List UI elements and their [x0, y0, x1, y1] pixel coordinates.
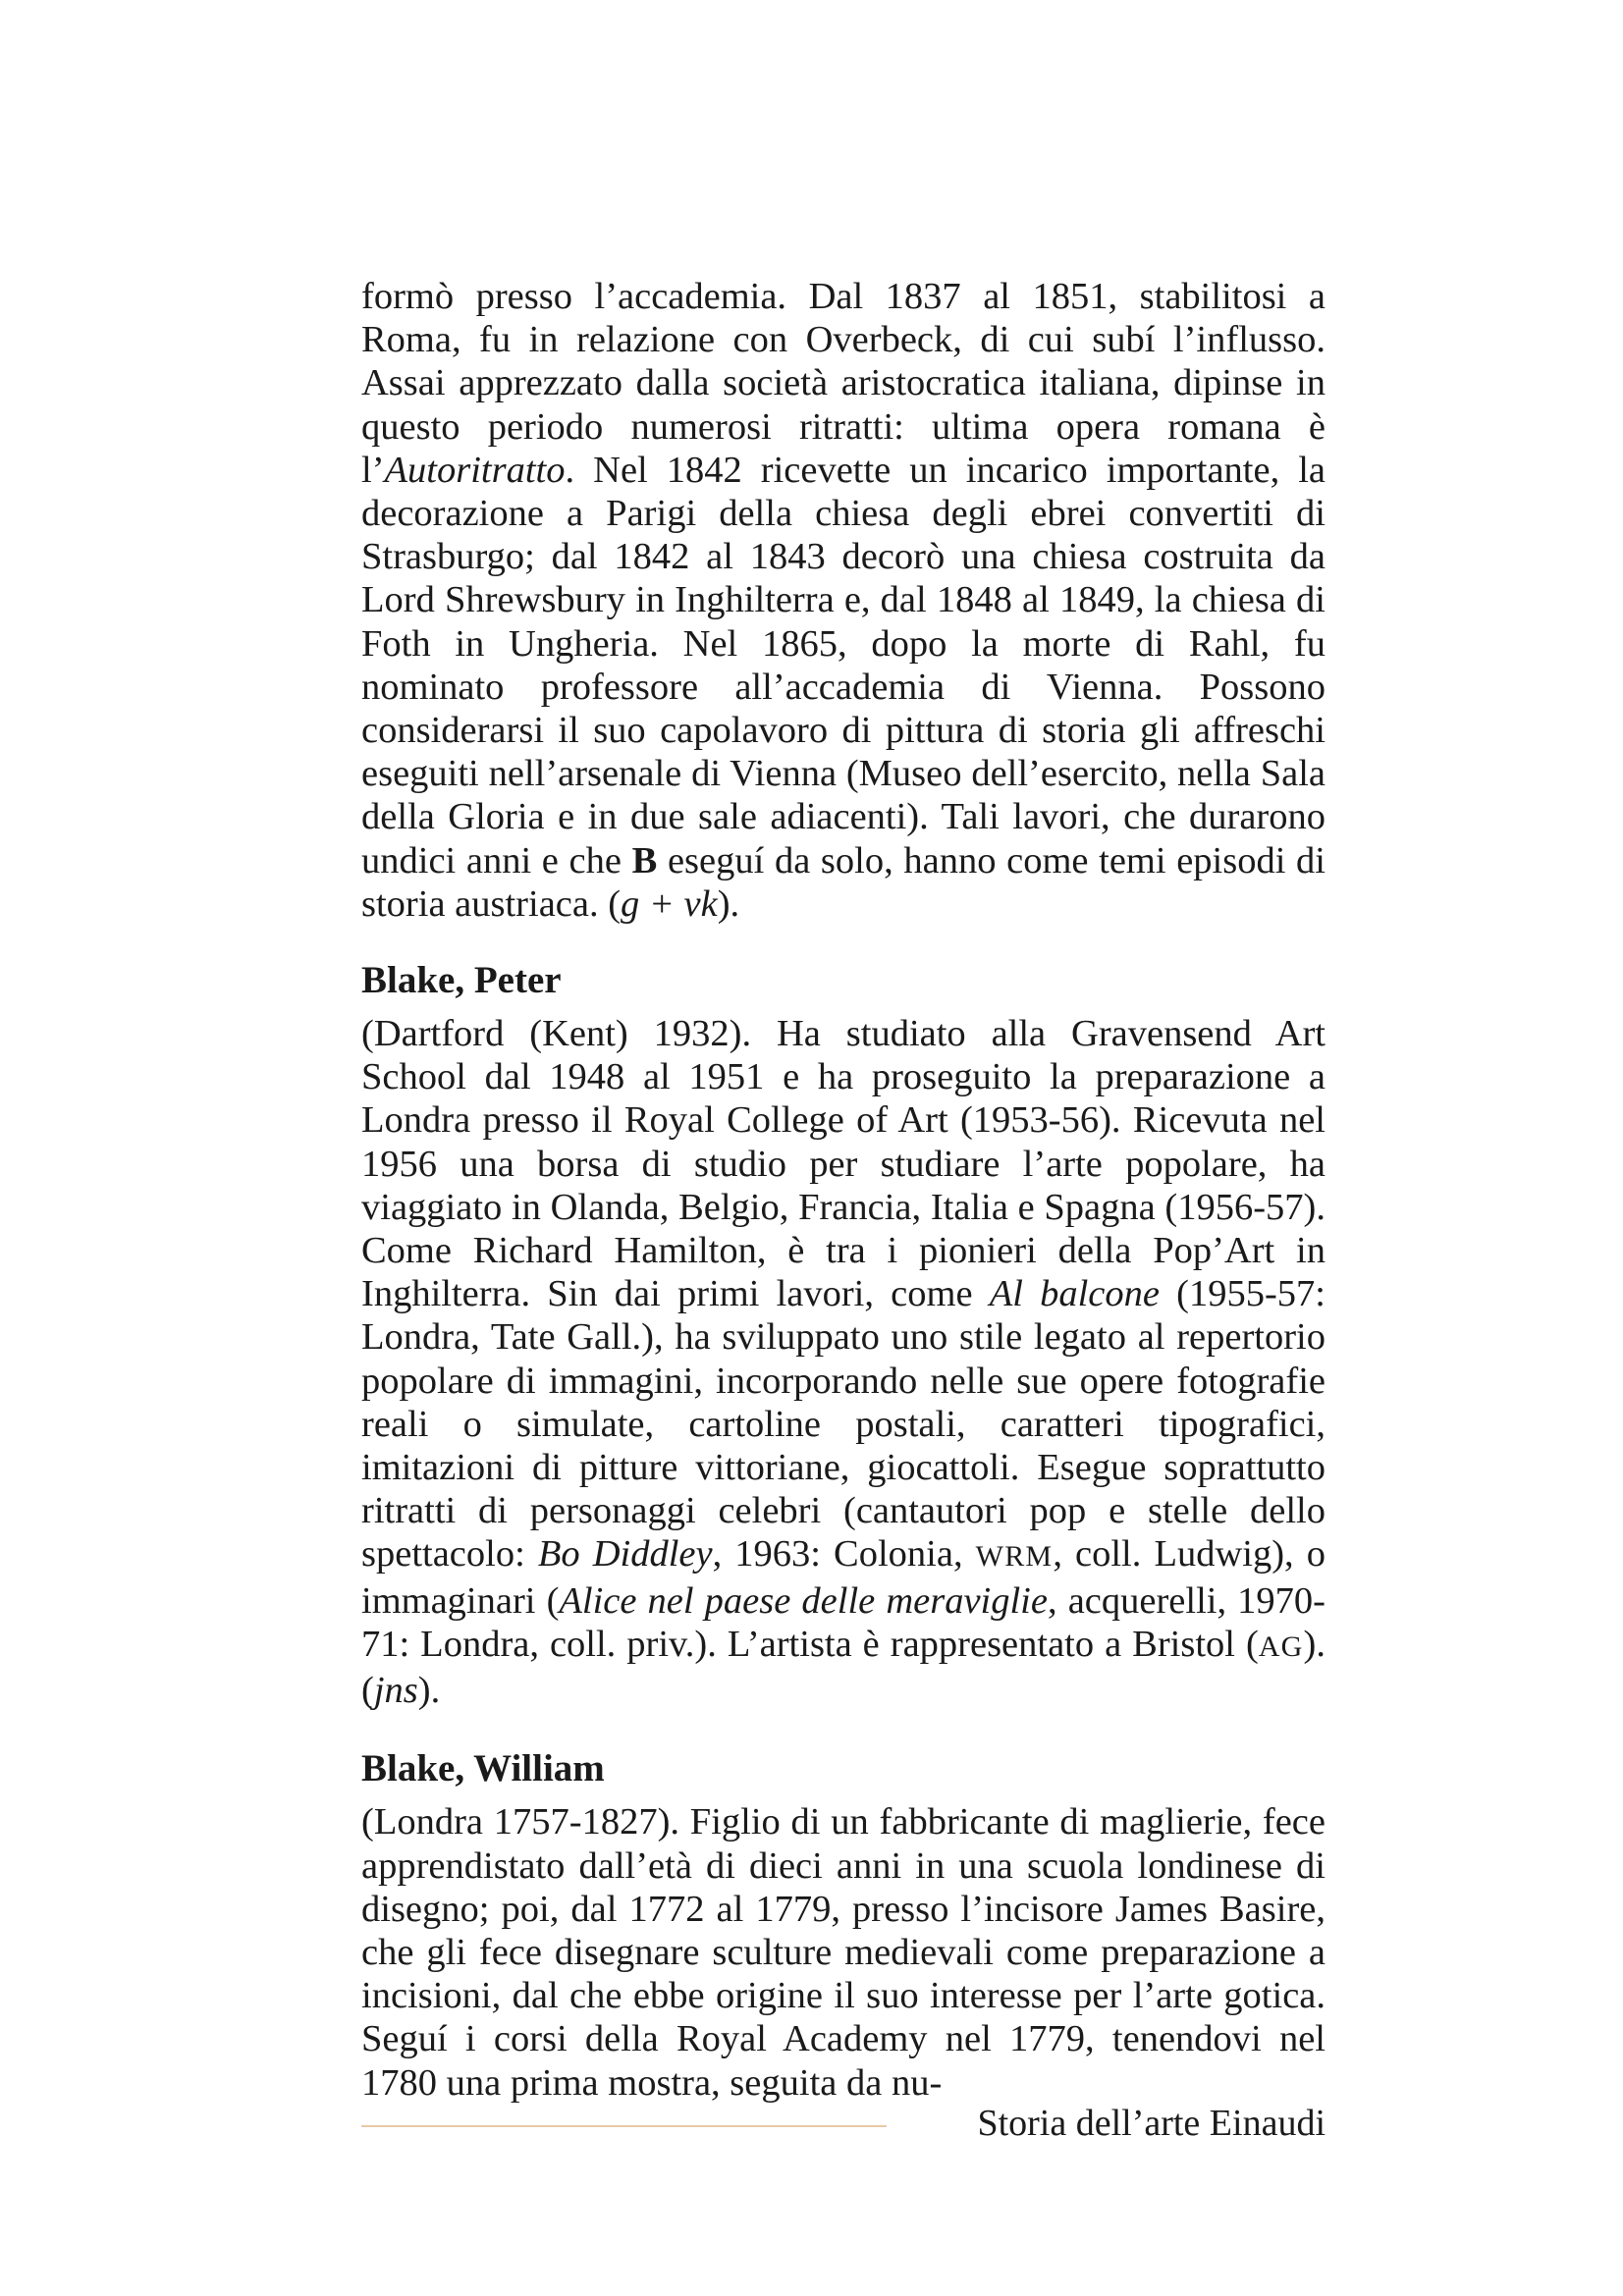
text-run: (1955-57: Londra, Tate Gall.), ha sviluppato uno stile legato al repertorio popolare di immagini, incorporando nelle sue opere fotografie reali o simulate, cartoline postali, caratteri tipografici, imitazioni di pitture vittoriane, giocattoli. Esegue soprattutto ritratti di personaggi celebri (cantautori pop e stelle dello spettacolo:	[361, 1273, 1325, 1575]
artwork-title: Al balcone	[989, 1273, 1160, 1315]
text-run: ).	[717, 882, 740, 925]
footer-rule	[361, 2125, 887, 2127]
text-run: ). (	[361, 1623, 1325, 1712]
entry-text-blake-william	[361, 1800, 1325, 2104]
text-run: eseguí da solo, hanno come temi episodi di storia austriaca. (	[361, 839, 1325, 925]
text-run: (Londra 1757-1827). Figlio di un fabbricante di maglierie, fece apprendistato dall’età di dieci anni in una scuola londinese di disegno; poi, dal 1772 al 1779, presso l’incisore James Basire, che gli fece disegnare sculture medievali come preparazione a incisioni, dal che ebbe origine il suo interesse per l’arte gotica. Seguí i corsi della Royal Academy nel 1779, tenendovi nel 1780 una prima mostra, seguita da nu-	[361, 1801, 1325, 2104]
author-initials: g + vk	[621, 882, 718, 925]
text-run: (Dartford (Kent) 1932). Ha studiato alla Gravensend Art School dal 1948 al 1951 e ha proseguito la preparazione a Londra presso il Royal College of Art (1953-56). Ricevuta nel 1956 una borsa di studio per studiare l’arte popolare, ha viaggiato in Olanda, Belgio, Francia, Italia e Spagna (1956-57). Come Richard Hamilton, è tra i pionieri della Pop’Art in Inghilterra. Sin dai primi lavori, come	[361, 1013, 1325, 1315]
author-initials: jns	[373, 1670, 418, 1712]
artwork-title: Autoritratto	[384, 449, 566, 491]
artwork-title: Bo Diddley	[537, 1533, 713, 1575]
text-run: ).	[417, 1670, 441, 1712]
museum-abbreviation: WRM	[975, 1540, 1054, 1574]
page-body	[361, 275, 1325, 2105]
text-run: , 1963: Colonia,	[712, 1533, 976, 1575]
entry-text-blake-peter	[361, 1012, 1325, 1712]
artwork-title: Alice nel paese delle meraviglie	[559, 1579, 1048, 1622]
text-run: , acquerelli, 1970-71: Londra, coll. priv.). L’artista è rappresentato a Bristol (	[361, 1579, 1325, 1665]
footer-book-title: Storia dell’arte Einaudi	[977, 2103, 1325, 2144]
museum-abbreviation: AG	[1258, 1629, 1304, 1663]
page-footer	[361, 2099, 1325, 2148]
entry-heading-blake-peter: Blake, Peter	[361, 959, 562, 1002]
entry-abbreviation: B	[631, 839, 658, 881]
text-run: formò presso l’accademia. Dal 1837 al 1851, stabilitosi a Roma, fu in relazione con Overbeck, di cui subí l’influsso. Assai apprezzato dalla società aristocratica italiana, dipinse in questo periodo numerosi ritratti: ultima opera romana è l’	[361, 276, 1325, 491]
continuation-paragraph	[361, 275, 1325, 926]
text-run: , coll. Ludwig), o immaginari (	[361, 1533, 1325, 1622]
entry-heading-blake-william: Blake, William	[361, 1747, 605, 1790]
text-run: . Nel 1842 ricevette un incarico importante, la decorazione a Parigi della chiesa degli ebrei convertiti di Strasburgo; dal 1842 al 1843 decorò una chiesa costruita da Lord Shrewsbury in Inghilterra e, dal 1848 al 1849, la chiesa di Foth in Ungheria. Nel 1865, dopo la morte di Rahl, fu nominato professore all’accademia di Vienna. Possono considerarsi il suo capolavoro di pittura di storia gli affreschi eseguiti nell’arsenale di Vienna (Museo dell’esercito, nella Sala della Gloria e in due sale adiacenti). Tali lavori, che durarono undici anni e che	[361, 449, 1325, 881]
